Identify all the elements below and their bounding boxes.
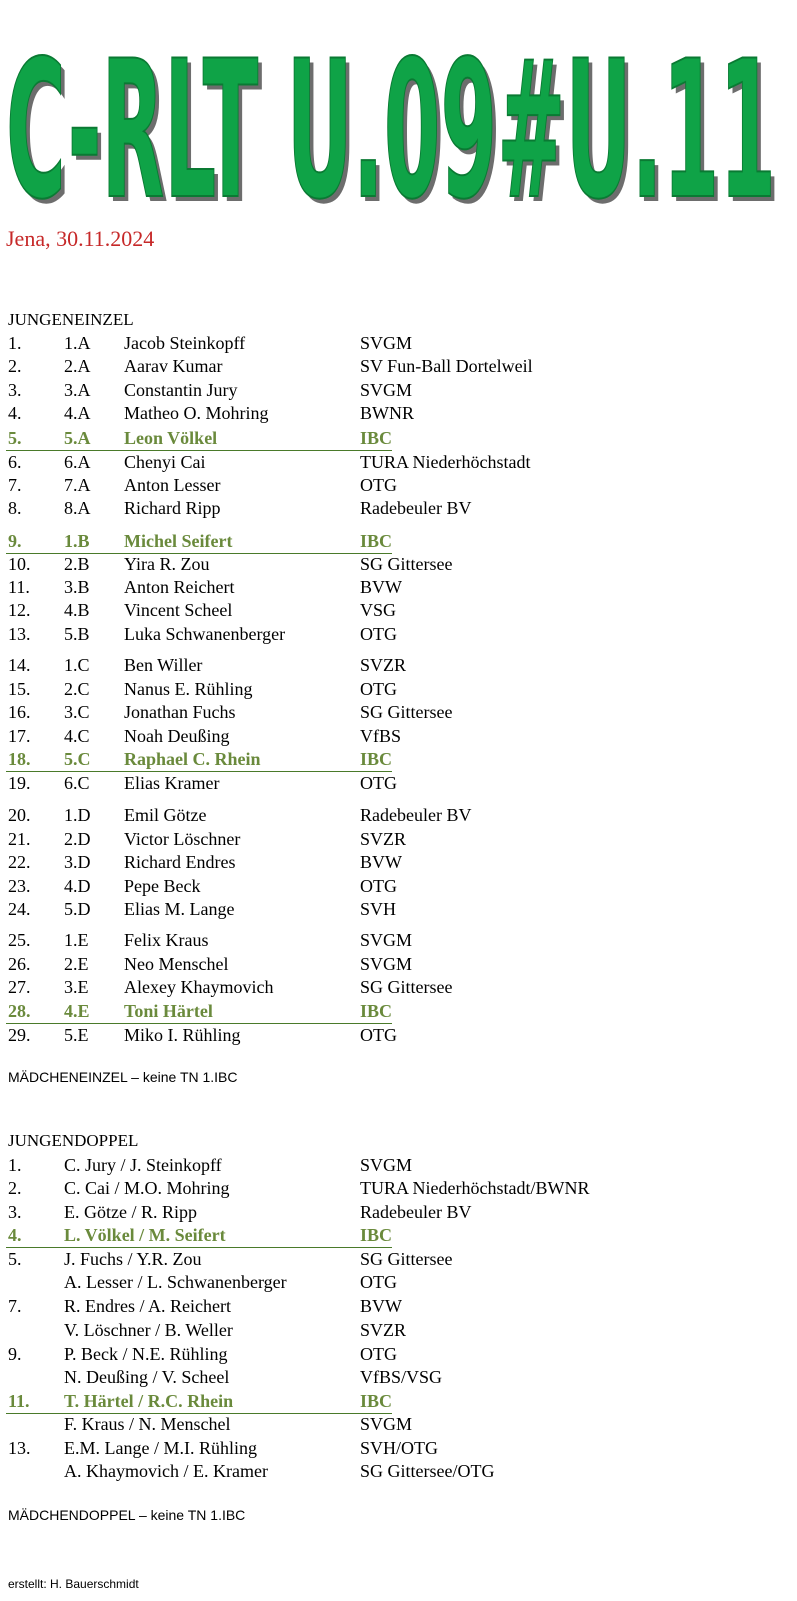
page-title	[0, 0, 797, 228]
singles-row	[0, 930, 797, 954]
seed-cell: 3.B	[64, 577, 90, 597]
title-shadow: C-RLT U.09#U.11	[10, 25, 780, 228]
rank-cell: 1.	[8, 1155, 22, 1175]
club-name: SVGM	[360, 930, 413, 950]
club-name: SVH	[360, 899, 397, 919]
rank-cell: 8.	[8, 498, 22, 518]
rank-cell: 10.	[8, 554, 31, 574]
player-name: Emil Götze	[124, 805, 207, 825]
boys-singles-heading: JUNGENEINZEL	[8, 310, 134, 329]
player-name: Miko I. Rühling	[124, 1025, 241, 1045]
rank-cell: 26.	[8, 954, 31, 974]
club-name: IBC	[360, 749, 393, 769]
club-name: SV Fun-Ball Dortelweil	[360, 356, 533, 376]
rank-cell: 4.	[8, 403, 22, 423]
boys-doubles-heading: JUNGENDOPPEL	[8, 1131, 139, 1150]
girls-singles-note: MÄDCHENEINZEL – keine TN 1.IBC	[8, 1069, 238, 1085]
player-name: Anton Reichert	[124, 577, 235, 597]
player-name: Ben Willer	[124, 655, 203, 675]
rank-cell: 27.	[8, 977, 31, 997]
player-name: Pepe Beck	[124, 876, 201, 896]
seed-cell: 8.A	[64, 498, 91, 518]
club-name: OTG	[360, 475, 397, 495]
seed-cell: 5.A	[64, 428, 91, 448]
club-name: Radebeuler BV	[360, 1202, 472, 1222]
singles-row	[0, 805, 797, 829]
singles-row	[0, 954, 797, 978]
rank-cell: 11.	[8, 1391, 30, 1411]
rank-cell: 5.	[8, 1249, 22, 1269]
player-name: Aarav Kumar	[124, 356, 223, 376]
pair-names: J. Fuchs / Y.R. Zou	[64, 1249, 202, 1269]
club-name: SVGM	[360, 380, 413, 400]
seed-cell: 4.A	[64, 403, 91, 423]
pair-names: R. Endres / A. Reichert	[64, 1296, 231, 1316]
rank-cell: 23.	[8, 876, 31, 896]
player-name: Victor Löschner	[124, 829, 241, 849]
club-name: Radebeuler BV	[360, 498, 472, 518]
seed-cell: 4.C	[64, 726, 90, 746]
club-name: SVZR	[360, 829, 407, 849]
seed-cell: 4.E	[64, 1001, 90, 1021]
singles-row	[0, 600, 797, 624]
club-name: VSG	[360, 600, 397, 620]
singles-row	[0, 428, 797, 452]
rank-cell: 20.	[8, 805, 31, 825]
club-name: OTG	[360, 1344, 397, 1364]
player-name: Matheo O. Mohring	[124, 403, 269, 423]
doubles-row	[0, 1344, 797, 1368]
club-name: IBC	[360, 428, 393, 448]
singles-row	[0, 624, 797, 648]
rank-cell: 9.	[8, 1344, 22, 1364]
club-name: SG Gittersee	[360, 1249, 453, 1269]
singles-row	[0, 554, 797, 578]
pair-names: A. Khaymovich / E. Kramer	[64, 1461, 268, 1481]
rank-cell: 6.	[8, 452, 22, 472]
rank-cell: 3.	[8, 1202, 22, 1222]
club-name: VfBS	[360, 726, 402, 746]
rank-cell: 16.	[8, 702, 31, 722]
club-name: OTG	[360, 1025, 397, 1045]
player-name: Elias Kramer	[124, 773, 220, 793]
club-name: IBC	[360, 1001, 393, 1021]
singles-row	[0, 1001, 797, 1025]
seed-cell: 1.D	[64, 805, 91, 825]
club-name: TURA Niederhöchstadt/BWNR	[360, 1178, 590, 1198]
pair-names: V. Löschner / B. Weller	[64, 1320, 233, 1340]
player-name: Jacob Steinkopff	[124, 333, 246, 353]
pair-names: F. Kraus / N. Menschel	[64, 1414, 231, 1434]
title-text: C-RLT U.09#U.11	[6, 20, 776, 228]
singles-row	[0, 679, 797, 703]
seed-cell: 2.E	[64, 954, 89, 974]
singles-row	[0, 356, 797, 380]
girls-doubles-note: MÄDCHENDOPPEL – keine TN 1.IBC	[8, 1507, 246, 1523]
club-name: SG Gittersee	[360, 702, 453, 722]
club-name: BVW	[360, 1296, 402, 1316]
player-name: Constantin Jury	[124, 380, 238, 400]
club-name: BVW	[360, 577, 402, 597]
rank-cell: 2.	[8, 356, 22, 376]
player-name: Nanus E. Rühling	[124, 679, 253, 699]
doubles-row	[0, 1320, 797, 1344]
player-name: Leon Völkel	[124, 428, 218, 448]
seed-cell: 3.D	[64, 852, 91, 872]
event-date: Jena, 30.11.2024	[6, 226, 155, 251]
rank-cell: 28.	[8, 1001, 31, 1021]
rank-cell: 9.	[8, 531, 22, 551]
club-name: OTG	[360, 773, 397, 793]
singles-row	[0, 531, 797, 555]
rank-cell: 14.	[8, 655, 31, 675]
club-name: Radebeuler BV	[360, 805, 472, 825]
pair-names: L. Völkel / M. Seifert	[64, 1225, 226, 1245]
seed-cell: 6.C	[64, 773, 90, 793]
seed-cell: 3.C	[64, 702, 90, 722]
player-name: Jonathan Fuchs	[124, 702, 236, 722]
singles-row	[0, 749, 797, 773]
club-name: IBC	[360, 531, 393, 551]
seed-cell: 4.B	[64, 600, 90, 620]
rank-cell: 2.	[8, 1178, 22, 1198]
rank-cell: 21.	[8, 829, 31, 849]
seed-cell: 2.A	[64, 356, 91, 376]
pair-names: P. Beck / N.E. Rühling	[64, 1344, 228, 1364]
doubles-row	[0, 1225, 797, 1249]
player-name: Elias M. Lange	[124, 899, 235, 919]
pair-names: A. Lesser / L. Schwanenberger	[64, 1272, 287, 1292]
doubles-row	[0, 1202, 797, 1226]
seed-cell: 4.D	[64, 876, 91, 896]
club-name: BVW	[360, 852, 402, 872]
doubles-row	[0, 1367, 797, 1391]
player-name: Chenyi Cai	[124, 452, 206, 472]
player-name: Toni Härtel	[124, 1001, 213, 1021]
singles-row	[0, 702, 797, 726]
rank-cell: 19.	[8, 773, 31, 793]
pair-names: E.M. Lange / M.I. Rühling	[64, 1438, 257, 1458]
seed-cell: 1.A	[64, 333, 91, 353]
club-name: OTG	[360, 624, 397, 644]
seed-cell: 2.C	[64, 679, 90, 699]
club-name: SVGM	[360, 1414, 413, 1434]
singles-row	[0, 899, 797, 923]
singles-row	[0, 380, 797, 404]
club-name: SVZR	[360, 655, 407, 675]
player-name: Alexey Khaymovich	[124, 977, 274, 997]
club-name: IBC	[360, 1225, 393, 1245]
doubles-row	[0, 1155, 797, 1179]
club-name: SVGM	[360, 333, 413, 353]
club-name: SG Gittersee/OTG	[360, 1461, 495, 1481]
rank-cell: 17.	[8, 726, 31, 746]
seed-cell: 5.E	[64, 1025, 89, 1045]
doubles-row	[0, 1391, 797, 1415]
singles-row	[0, 475, 797, 499]
doubles-row	[0, 1249, 797, 1273]
doubles-row	[0, 1272, 797, 1296]
club-name: SVGM	[360, 954, 413, 974]
rank-cell: 13.	[8, 1438, 31, 1458]
rank-cell: 3.	[8, 380, 22, 400]
club-name: SG Gittersee	[360, 977, 453, 997]
pair-names: N. Deußing / V. Scheel	[64, 1367, 230, 1387]
club-name: SVGM	[360, 1155, 413, 1175]
player-name: Richard Ripp	[124, 498, 221, 518]
doubles-row	[0, 1438, 797, 1462]
seed-cell: 5.B	[64, 624, 90, 644]
rank-cell: 25.	[8, 930, 31, 950]
rank-cell: 7.	[8, 1296, 22, 1316]
doubles-row	[0, 1461, 797, 1485]
player-name: Noah Deußing	[124, 726, 230, 746]
singles-row	[0, 977, 797, 1001]
seed-cell: 5.D	[64, 899, 91, 919]
rank-cell: 13.	[8, 624, 31, 644]
club-name: BWNR	[360, 403, 414, 423]
seed-cell: 2.D	[64, 829, 91, 849]
club-name: SVZR	[360, 1320, 407, 1340]
pair-names: C. Cai / M.O. Mohring	[64, 1178, 230, 1198]
pair-names: C. Jury / J. Steinkopff	[64, 1155, 222, 1175]
player-name: Richard Endres	[124, 852, 236, 872]
singles-row	[0, 726, 797, 750]
rank-cell: 29.	[8, 1025, 31, 1045]
club-name: TURA Niederhöchstadt	[360, 452, 531, 472]
singles-row	[0, 1025, 797, 1049]
doubles-row	[0, 1414, 797, 1438]
rank-cell: 12.	[8, 600, 31, 620]
doubles-row	[0, 1296, 797, 1320]
singles-row	[0, 498, 797, 522]
club-name: SG Gittersee	[360, 554, 453, 574]
singles-row	[0, 829, 797, 853]
pair-names: T. Härtel / R.C. Rhein	[64, 1391, 234, 1411]
rank-cell: 7.	[8, 475, 22, 495]
player-name: Yira R. Zou	[124, 554, 210, 574]
seed-cell: 1.B	[64, 531, 90, 551]
seed-cell: 3.E	[64, 977, 89, 997]
footer-author: erstellt: H. Bauerschmidt	[8, 1577, 139, 1591]
seed-cell: 1.C	[64, 655, 90, 675]
seed-cell: 7.A	[64, 475, 91, 495]
seed-cell: 1.E	[64, 930, 89, 950]
club-name: OTG	[360, 1272, 397, 1292]
seed-cell: 5.C	[64, 749, 91, 769]
player-name: Anton Lesser	[124, 475, 221, 495]
club-name: VfBS/VSG	[360, 1367, 443, 1387]
singles-row	[0, 452, 797, 476]
club-name: OTG	[360, 679, 397, 699]
club-name: SVH/OTG	[360, 1438, 439, 1458]
rank-cell: 1.	[8, 333, 22, 353]
singles-row	[0, 333, 797, 357]
rank-cell: 4.	[8, 1225, 22, 1245]
seed-cell: 6.A	[64, 452, 91, 472]
rank-cell: 18.	[8, 749, 31, 769]
player-name: Felix Kraus	[124, 930, 209, 950]
club-name: IBC	[360, 1391, 393, 1411]
rank-cell: 5.	[8, 428, 22, 448]
seed-cell: 2.B	[64, 554, 90, 574]
singles-row	[0, 577, 797, 601]
player-name: Michel Seifert	[124, 531, 233, 551]
rank-cell: 11.	[8, 577, 30, 597]
player-name: Vincent Scheel	[124, 600, 233, 620]
doubles-row	[0, 1178, 797, 1202]
singles-row	[0, 403, 797, 427]
seed-cell: 3.A	[64, 380, 91, 400]
rank-cell: 24.	[8, 899, 31, 919]
rank-cell: 15.	[8, 679, 31, 699]
player-name: Raphael C. Rhein	[124, 749, 261, 769]
club-name: OTG	[360, 876, 397, 896]
singles-row	[0, 876, 797, 900]
singles-row	[0, 852, 797, 876]
player-name: Luka Schwanenberger	[124, 624, 286, 644]
rank-cell: 22.	[8, 852, 31, 872]
pair-names: E. Götze / R. Ripp	[64, 1202, 197, 1222]
singles-row	[0, 655, 797, 679]
player-name: Neo Menschel	[124, 954, 229, 974]
singles-row	[0, 773, 797, 797]
